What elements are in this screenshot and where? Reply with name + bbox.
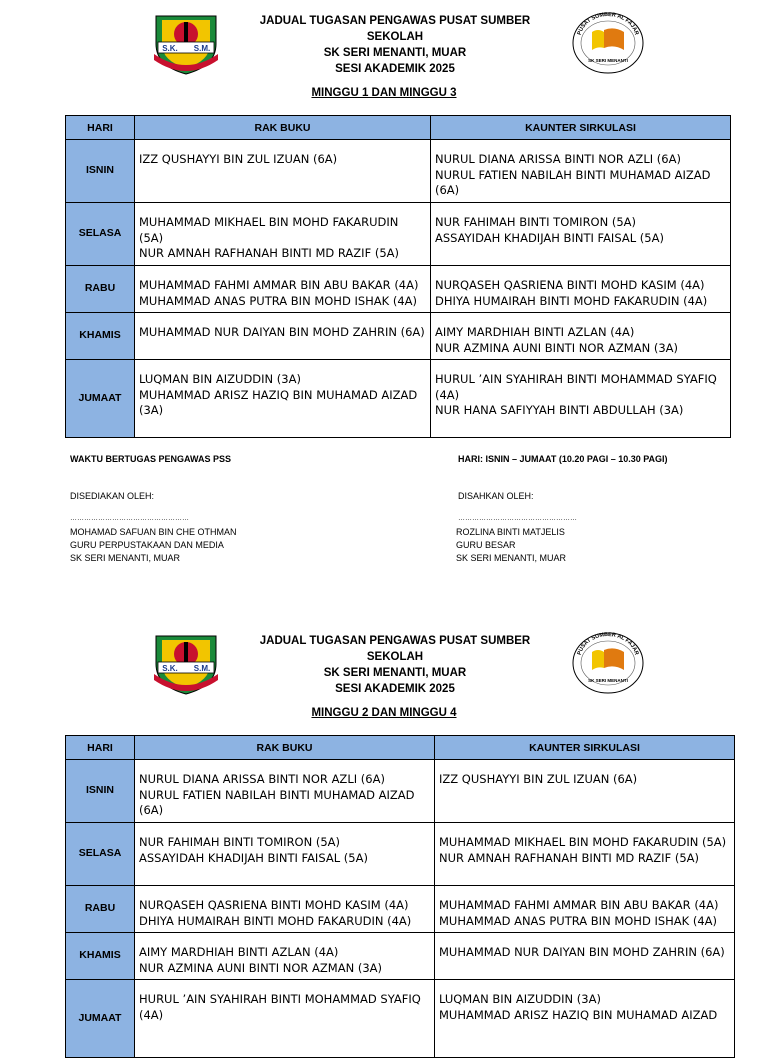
kaunter-cell <box>431 360 731 438</box>
signatory-left-school: SK SERI MENANTI, MUAR <box>70 553 181 563</box>
title-line-1: JADUAL TUGASAN PENGAWAS PUSAT SUMBER SEKOLAH <box>259 15 531 43</box>
title-line-2: SK SERI MENANTI, MUAR <box>323 47 467 59</box>
prefect-name: AIMY MARDHIAH BINTI AZLAN (4A) <box>139 945 339 959</box>
prefect-name: MUHAMMAD NUR DAIYAN BIN MOHD ZAHRIN (6A) <box>439 945 725 959</box>
col-header-rak-buku: RAK BUKU <box>135 116 431 140</box>
day-cell: KHAMIS <box>66 933 135 980</box>
kaunter-cell <box>435 980 735 1058</box>
prefect-name: NUR FAHIMAH BINTI TOMIRON (5A) <box>139 835 341 849</box>
schedule-table <box>65 735 735 1058</box>
kaunter-cell <box>431 313 731 360</box>
day-cell: KHAMIS <box>66 313 135 360</box>
waktu-label: WAKTU BERTUGAS PENGAWAS PSS <box>70 454 232 464</box>
school-logo-initials-right: S.M. <box>193 664 211 673</box>
rak-buku-cell <box>135 360 431 438</box>
kaunter-cell <box>431 266 731 313</box>
table-header-row <box>66 116 731 140</box>
rak-buku-cell <box>135 266 431 313</box>
kaunter-cell <box>431 203 731 266</box>
col-header-hari: HARI <box>66 736 135 760</box>
rak-buku-cell <box>135 980 435 1058</box>
prefect-name: IZZ QUSHAYYI BIN ZUL IZUAN (6A) <box>139 152 338 166</box>
day-cell: RABU <box>66 266 135 313</box>
signatory-right <box>456 526 566 565</box>
signatory-left-name: MOHAMAD SAFUAN BIN CHE OTHMAN <box>70 527 237 537</box>
prepared-by-label: DISEDIAKAN OLEH: <box>70 491 155 501</box>
library-logo-arc-text: PUSAT SUMBER AL FAJAR <box>576 631 640 656</box>
prefect-name: LUQMAN BIN AIZUDDIN (3A) <box>139 372 301 386</box>
prefect-name: NURQASEH QASRIENA BINTI MOHD KASIM (4A) <box>139 898 409 912</box>
day-cell: SELASA <box>66 203 135 266</box>
school-logo-initials-left: S.K. <box>162 44 178 53</box>
prefect-name: MUHAMMAD ANAS PUTRA BIN MOHD ISHAK (4A) <box>139 293 418 308</box>
prefect-name: IZZ QUSHAYYI BIN ZUL IZUAN (6A) <box>439 772 638 786</box>
day-cell: SELASA <box>66 823 135 886</box>
prefect-name: NURQASEH QASRIENA BINTI MOHD KASIM (4A) <box>435 278 705 292</box>
prefect-name: MUHAMMAD FAHMI AMMAR BIN ABU BAKAR (4A) <box>439 898 719 912</box>
prefect-name: NUR FAHIMAH BINTI TOMIRON (5A) <box>435 215 637 229</box>
prefect-name: HURUL ’AIN SYAHIRAH BINTI MOHAMMAD SYAFIQ (4A) <box>139 992 421 1022</box>
rak-buku-cell <box>135 933 435 980</box>
school-logo-initials-right: S.M. <box>193 44 211 53</box>
kaunter-cell <box>435 933 735 980</box>
rak-buku-cell <box>135 823 435 886</box>
day-cell: JUMAAT <box>66 360 135 438</box>
table-body <box>66 140 731 438</box>
signature-line-right: …………………………………………… <box>458 515 577 522</box>
prefect-name: NUR HANA SAFIYYAH BINTI ABDULLAH (3A) <box>435 403 684 417</box>
table-row <box>66 360 731 438</box>
prefect-name: NUR AZMINA AUNI BINTI NOR AZMAN (3A) <box>139 960 382 975</box>
document-title <box>232 633 558 697</box>
table-row <box>66 760 735 823</box>
school-logo-initials-left: S.K. <box>162 664 178 673</box>
col-header-kaunter: KAUNTER SIRKULASI <box>435 736 735 760</box>
rak-buku-cell <box>135 760 435 823</box>
title-line-2: SK SERI MENANTI, MUAR <box>323 667 467 679</box>
prefect-name: LUQMAN BIN AIZUDDIN (3A) <box>439 992 601 1006</box>
signatory-right-role: GURU BESAR <box>456 540 516 550</box>
prefect-name: NUR AZMINA AUNI BINTI NOR AZMAN (3A) <box>435 340 678 355</box>
day-cell: ISNIN <box>66 760 135 823</box>
prefect-name: MUHAMMAD MIKHAEL BIN MOHD FAKARUDIN (5A) <box>139 215 399 245</box>
table-row <box>66 933 735 980</box>
prefect-name: MUHAMMAD FAHMI AMMAR BIN ABU BAKAR (4A) <box>139 278 419 292</box>
signatory-left <box>70 526 237 565</box>
schedule-table <box>65 115 731 438</box>
rak-buku-cell <box>135 203 431 266</box>
table-row <box>66 886 735 933</box>
library-logo-bottom-text: SK SERI MENANTI <box>588 58 628 63</box>
title-line-3: SESI AKADEMIK 2025 <box>335 683 455 695</box>
day-cell: RABU <box>66 886 135 933</box>
duty-hours: HARI: ISNIN – JUMAAT (10.20 PAGI – 10.30 PAGI) <box>458 454 668 464</box>
prefect-name: NURUL FATIEN NABILAH BINTI MUHAMAD AIZAD (6A) <box>435 167 711 197</box>
kaunter-cell <box>431 140 731 203</box>
col-header-hari: HARI <box>66 116 135 140</box>
table-row <box>66 823 735 886</box>
prefect-name: DHIYA HUMAIRAH BINTI MOHD FAKARUDIN (4A) <box>435 293 708 308</box>
kaunter-cell <box>435 760 735 823</box>
signatory-left-role: GURU PERPUSTAKAAN DAN MEDIA <box>70 540 224 550</box>
page-header <box>0 620 768 700</box>
title-line-3: SESI AKADEMIK 2025 <box>335 63 455 75</box>
kaunter-cell <box>435 823 735 886</box>
rak-buku-cell <box>135 140 431 203</box>
prefect-name: NUR AMNAH RAFHANAH BINTI MD RAZIF (5A) <box>139 246 399 260</box>
prefect-name: AIMY MARDHIAH BINTI AZLAN (4A) <box>435 325 635 339</box>
prefect-name: MUHAMMAD ANAS PUTRA BIN MOHD ISHAK (4A) <box>439 913 718 928</box>
table-row <box>66 140 731 203</box>
prefect-name: DHIYA HUMAIRAH BINTI MOHD FAKARUDIN (4A) <box>139 913 412 928</box>
signature-line-left: …………………………………………… <box>70 515 189 522</box>
kaunter-cell <box>435 886 735 933</box>
table-row <box>66 313 731 360</box>
prefect-name: ASSAYIDAH KHADIJAH BINTI FAISAL (5A) <box>435 230 664 245</box>
table-row <box>66 203 731 266</box>
approved-by-label: DISAHKAN OLEH: <box>458 491 534 501</box>
title-line-1: JADUAL TUGASAN PENGAWAS PUSAT SUMBER SEKOLAH <box>259 635 531 663</box>
schedule-section-2 <box>0 620 768 1024</box>
prefect-name: NURUL DIANA ARISSA BINTI NOR AZLI (6A) <box>139 772 385 786</box>
table-row <box>66 266 731 313</box>
library-logo <box>570 10 646 76</box>
school-crest-logo <box>148 630 224 696</box>
col-header-rak-buku: RAK BUKU <box>135 736 435 760</box>
library-logo-bottom-text: SK SERI MENANTI <box>588 678 628 683</box>
week-title: MINGGU 2 DAN MINGGU 4 <box>311 707 457 719</box>
prefect-name: NURUL DIANA ARISSA BINTI NOR AZLI (6A) <box>435 152 681 166</box>
day-cell: ISNIN <box>66 140 135 203</box>
prefect-name: ASSAYIDAH KHADIJAH BINTI FAISAL (5A) <box>139 850 368 865</box>
prefect-name: NUR AMNAH RAFHANAH BINTI MD RAZIF (5A) <box>439 850 699 865</box>
library-logo <box>570 630 646 696</box>
document-title <box>232 13 558 77</box>
rak-buku-cell <box>135 313 431 360</box>
signatory-right-school: SK SERI MENANTI, MUAR <box>456 553 567 563</box>
prefect-name: MUHAMMAD NUR DAIYAN BIN MOHD ZAHRIN (6A) <box>139 325 425 339</box>
prefect-name: MUHAMMAD MIKHAEL BIN MOHD FAKARUDIN (5A) <box>439 835 727 849</box>
day-cell: JUMAAT <box>66 980 135 1058</box>
prefect-name: HURUL ’AIN SYAHIRAH BINTI MOHAMMAD SYAFIQ (4A) <box>435 372 717 402</box>
signatory-right-name: ROZLINA BINTI MATJELIS <box>456 527 565 537</box>
library-logo-arc-text: PUSAT SUMBER AL FAJAR <box>576 11 640 36</box>
table-row <box>66 980 735 1058</box>
table-header-row <box>66 736 735 760</box>
week-title: MINGGU 1 DAN MINGGU 3 <box>311 87 457 99</box>
prefect-name: MUHAMMAD ARISZ HAZIQ BIN MUHAMAD AIZAD (3A) <box>139 387 418 417</box>
school-crest-logo <box>148 10 224 76</box>
rak-buku-cell <box>135 886 435 933</box>
prefect-name: NURUL FATIEN NABILAH BINTI MUHAMAD AIZAD (6A) <box>139 787 415 817</box>
prefect-name: MUHAMMAD ARISZ HAZIQ BIN MUHAMAD AIZAD <box>439 1007 718 1022</box>
table-body <box>66 760 735 1058</box>
col-header-kaunter: KAUNTER SIRKULASI <box>431 116 731 140</box>
page-header <box>0 0 768 80</box>
